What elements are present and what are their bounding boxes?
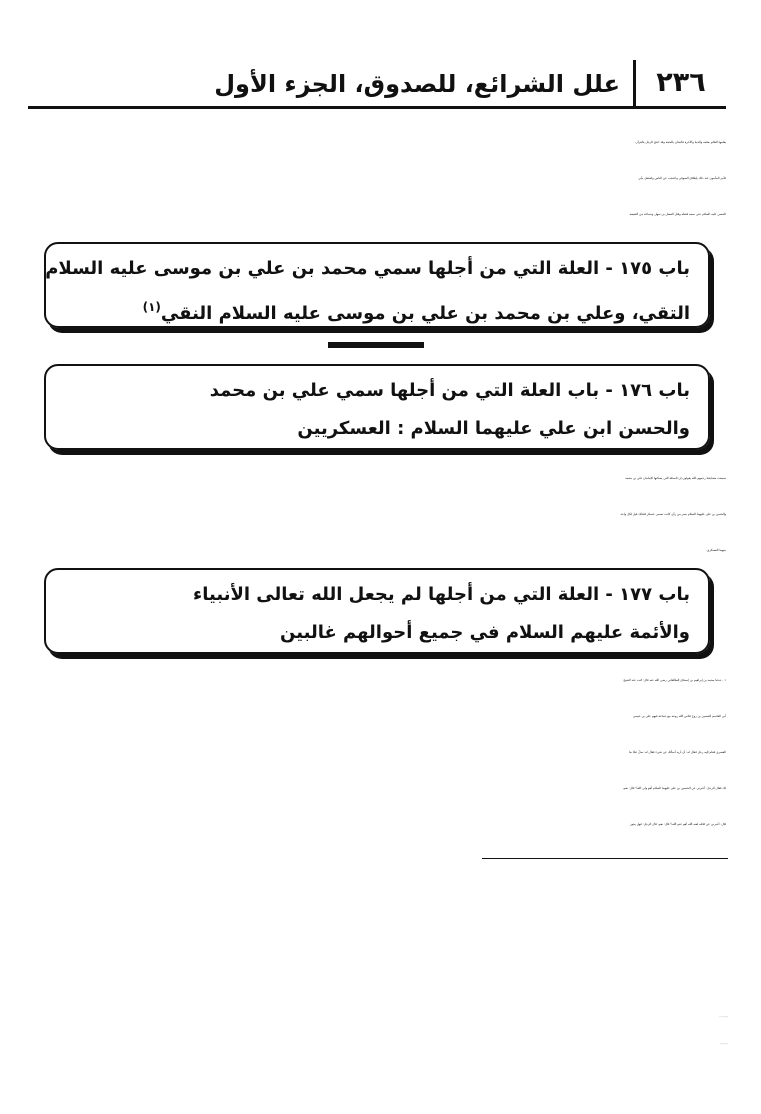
book-title: علل الشرائع، للصدوق، الجزء الأول [214, 70, 620, 98]
footnote-line [44, 976, 728, 1004]
chapter-title-text: التقي، وعلي بن محمد بن علي بن موسى عليه السلام النقي [160, 303, 690, 324]
chapter-heading-176 [44, 364, 710, 450]
footnote-line [44, 894, 728, 922]
chapter-title-line: والحسن ابن علي عليهما السلام : العسكريين [297, 418, 690, 439]
text-line: ١ - حدثنا محمد بن إبراهيم بن إسحاق الطالقاني رضي الله عنه قال: كنت عند الشيخ [623, 678, 726, 682]
text-line: قال: أخبرني عن قاتله لعنه الله أهو عدو الله؟ قال: نعم، قال الرجل: فهل يجوز [630, 822, 726, 826]
text-line: منهما العسكري. [706, 548, 726, 552]
footnote-line [44, 1004, 728, 1032]
chapter-heading-175 [44, 242, 710, 328]
text-line: أبي القاسم الحسين بن روح قدّس الله روحه مع جماعة فيهم علي بن عيسى [632, 714, 726, 718]
chapter-title-line: باب ١٧٥ - العلة التي من أجلها سمي محمد بن علي بن موسى عليه السلام [45, 258, 690, 279]
footnote [44, 866, 728, 1059]
text-line: يعلمها العالم بعلمه والدنيا والآخرة قائمتان بالحجة وقد احتج الرجل بالقرآن [635, 140, 726, 144]
footnote-line [44, 921, 728, 949]
paragraph-askari [34, 460, 726, 568]
chapter-title-line: والأئمة عليهم السلام في جميع أحوالهم غالبين [280, 622, 690, 643]
section-separator [328, 342, 424, 348]
footnote-line [44, 1031, 728, 1059]
paragraph-continuation [34, 124, 726, 232]
text-line: فأمر المأمون عند ذلك بإطلاق الصوفي واحتجب عن الناس واشتغل بأبي [638, 176, 726, 180]
chapter-heading-177 [44, 568, 710, 654]
hadith-paragraph [34, 662, 726, 842]
text-line: القصري فقام إليه رجل فقال له: أن أريد أسألك عن شيء فقال له: سلْ عمَّا بدا [628, 750, 726, 754]
chapter-title-line: باب ١٧٧ - العلة التي من أجلها لم يجعل الله تعالى الأنبياء [193, 584, 690, 605]
text-line: الحسن عليه السلام حتى سمه فقتله وقتل الفضل بن سهل وجماعة من الشيعة. [628, 212, 726, 216]
page-header [28, 56, 726, 109]
footnote-rule [482, 858, 728, 859]
footnote-line [44, 949, 728, 977]
chapter-title-line [64, 288, 690, 333]
page-number: ٢٣٦ [633, 60, 726, 106]
text-line: سمعت مشايخنا رحمهم الله يقولون إن المحلة التي يسكنها الإمامان علي بن محمد [625, 476, 726, 480]
text-line: والحسن بن علي عليهما السلام بسر من رأى كانت تسمى عسكر فلذلك قيل لكل واحد [620, 512, 726, 516]
footnote-line [44, 866, 728, 894]
text-line: لك فقال الرجل: أخبرني عن الحسين بن علي عليهما السلام أهو ولي الله؟ قال: نعم، [622, 786, 726, 790]
chapter-title-line: باب ١٧٦ - باب العلة التي من أجلها سمي علي بن محمد [209, 380, 690, 401]
footnote-reference: (١) [142, 300, 161, 314]
